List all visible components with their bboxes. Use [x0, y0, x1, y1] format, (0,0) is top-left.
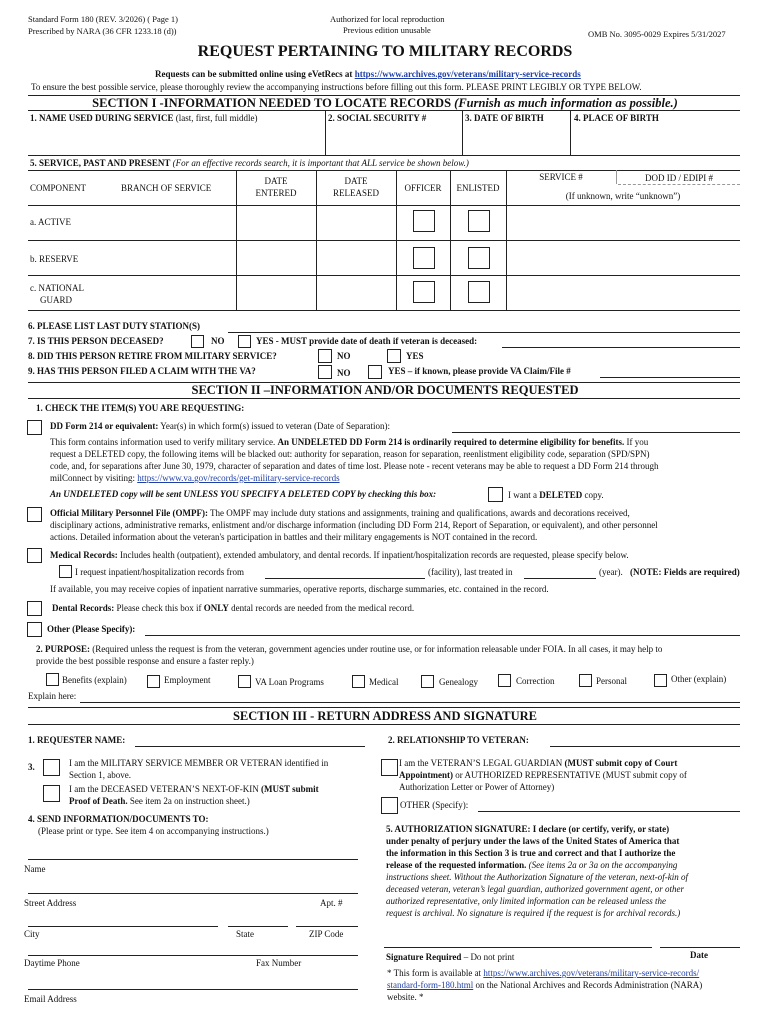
purpose-employment-label: Employment [164, 675, 211, 685]
col-branch: BRANCH OF SERVICE [121, 183, 212, 193]
purpose-correction-checkbox[interactable] [498, 674, 511, 687]
zip-label: ZIP Code [309, 929, 344, 939]
purpose-va-loan-label: VA Loan Programs [255, 677, 324, 687]
medical-desc-line2: If available, you may receive copies of inpatient narrative summaries, operative reports, discharge summaries, etc. contained in the record. [50, 584, 549, 594]
send-to-hint: (Please print or type. See item 4 on accompanying instructions.) [38, 826, 269, 836]
field-pob-label: 4. PLACE OF BIRTH [574, 113, 659, 123]
dd214-label: DD Form 214 or equivalent: Year(s) in which form(s) issued to veteran (Date of Separation): [50, 421, 391, 431]
row-reserve: b. RESERVE [30, 254, 79, 264]
dd214-desc-line4: milConnect by visiting: https://www.va.gov/records/get-military-service-records [50, 473, 340, 483]
send-to-label: 4. SEND INFORMATION/DOCUMENTS TO: [28, 814, 209, 824]
ompf-checkbox[interactable] [27, 507, 42, 522]
guard-officer-checkbox[interactable] [413, 281, 435, 303]
col-enlisted: ENLISTED [456, 183, 500, 193]
purpose-genealogy-checkbox[interactable] [421, 675, 434, 688]
state-label: State [236, 929, 254, 939]
q9-label: 9. HAS THIS PERSON FILED A CLAIM WITH THE VA? [28, 366, 256, 376]
online-note: Requests can be submitted online using eVetRecs at https://www.archives.gov/veterans/military-service-records [155, 69, 581, 79]
dd214-desc-line3: code, and, for separations after June 30, 1979, character of separation and dates of time lost. Please note - recent veterans may be able to request a DD Form 214 through [50, 461, 659, 471]
availability-line1: * This form is available at https://www.archives.gov/veterans/military-service-records/ [387, 968, 700, 978]
purpose-label: 2. PURPOSE: (Required unless the request is from the veteran, government agencies under routine use, or for information releasable under FOIA. In all cases, it may help to [36, 644, 663, 654]
q7-yes-checkbox[interactable] [238, 335, 251, 348]
form-id: Standard Form 180 (REV. 3/2026) ( Page 1) [28, 14, 178, 24]
deleted-copy-label: I want a DELETED copy. [508, 490, 604, 500]
col-officer: OFFICER [404, 183, 442, 193]
q7-label: 7. IS THIS PERSON DECEASED? [28, 336, 164, 346]
other-label: Other (Please Specify): [47, 624, 136, 634]
purpose-employment-checkbox[interactable] [147, 675, 160, 688]
dd214-desc-line1: This form contains information used to verify military service. An UNDELETED DD Form 214 is ordinarily required to determine eligibility for benefits. If you [50, 437, 649, 447]
medical-checkbox[interactable] [27, 548, 42, 563]
col-date-released: DATE [344, 176, 368, 186]
q7-no-checkbox[interactable] [191, 335, 204, 348]
auth-signature-text: 5. AUTHORIZATION SIGNATURE: I declare (or certify, verify, or state) [386, 824, 670, 834]
required-note: (NOTE: Fields are required) [630, 567, 740, 577]
city-label: City [24, 929, 40, 939]
form-title: REQUEST PERTAINING TO MILITARY RECORDS [197, 43, 573, 60]
q9-no-checkbox[interactable] [318, 365, 332, 379]
purpose-va-loan-checkbox[interactable] [238, 675, 251, 688]
veteran-checkbox[interactable] [43, 759, 60, 776]
fax-label: Fax Number [256, 958, 302, 968]
street-label: Street Address [24, 898, 77, 908]
q8-no-checkbox[interactable] [318, 349, 332, 363]
col-component: COMPONENT [30, 183, 87, 193]
field-dob-label: 3. DATE OF BIRTH [465, 113, 544, 123]
active-officer-checkbox[interactable] [413, 210, 435, 232]
field-name-label: 1. NAME USED DURING SERVICE (last, first, full middle) [30, 113, 258, 123]
purpose-other-label: Other (explain) [671, 674, 727, 684]
col-date-entered: DATE [264, 176, 288, 186]
requester-name-label: 1. REQUESTER NAME: [28, 735, 126, 745]
other-checkbox[interactable] [27, 622, 42, 637]
availability-line2: standard-form-180.html on the National Archives and Records Administration (NARA) [387, 980, 703, 990]
explain-label: Explain here: [28, 691, 77, 701]
sf180-link-cont[interactable]: standard-form-180.html [387, 980, 474, 990]
guardian-option: I am the VETERAN’S LEGAL GUARDIAN (MUST submit copy of Court [399, 758, 678, 768]
apt-label: Apt. # [320, 898, 343, 908]
active-enlisted-checkbox[interactable] [468, 210, 490, 232]
phone-label: Daytime Phone [24, 958, 80, 968]
purpose-medical-label: Medical [369, 677, 399, 687]
q3-label: 3. [28, 762, 35, 772]
q6-label: 6. PLEASE LIST LAST DUTY STATION(S) [28, 321, 201, 331]
col-dod-id: DOD ID / EDIPI # [645, 173, 713, 183]
omb-number: OMB No. 3095-0029 Expires 5/31/2027 [588, 29, 726, 39]
section-1-header: SECTION I -INFORMATION NEEDED TO LOCATE RECORDS (Furnish as much information as possible.) [92, 96, 678, 110]
medical-label: Medical Records: Includes health (outpatient), extended ambulatory, and dental records. If inpatient/hospitalization records are requested, please specify below. [50, 550, 629, 560]
section-2-header: SECTION II –INFORMATION AND/OR DOCUMENTS REQUESTED [191, 383, 579, 397]
sf180-link[interactable]: https://www.archives.gov/veterans/military-service-records/ [483, 968, 700, 978]
prescribed-by: Prescribed by NARA (36 CFR 1233.18 (d)) [28, 26, 177, 36]
row-national-guard: c. NATIONAL [30, 283, 84, 293]
date-label: Date [690, 950, 708, 960]
row-active: a. ACTIVE [30, 217, 71, 227]
ompf-label: Official Military Personnel File (OMPF): The OMPF may include duty stations and assignments, training and qualifications, awards and decorations received, [50, 508, 630, 518]
veteran-option: I am the MILITARY SERVICE MEMBER OR VETERAN identified in [69, 758, 329, 768]
purpose-benefits-label: Benefits (explain) [62, 675, 127, 685]
q8-yes-checkbox[interactable] [387, 349, 401, 363]
email-label: Email Address [24, 994, 77, 1004]
name-label: Name [24, 864, 46, 874]
reserve-enlisted-checkbox[interactable] [468, 247, 490, 269]
ompf-desc-line3: actions. Detailed information about the veteran's participation in battles and their military engagements is NOT contained in the record. [50, 532, 538, 542]
purpose-correction-label: Correction [516, 676, 555, 686]
purpose-personal-checkbox[interactable] [579, 674, 592, 687]
section-3-header: SECTION III - RETURN ADDRESS AND SIGNATURE [232, 709, 537, 723]
dd214-desc-line2: request a DELETED copy, the following items will be blacked out: authority for separation, reason for separation, reenlistment eligibility code, separation (SPD/SPN) [50, 449, 650, 459]
dd214-checkbox[interactable] [27, 420, 42, 435]
reserve-officer-checkbox[interactable] [413, 247, 435, 269]
purpose-other-checkbox[interactable] [654, 674, 667, 687]
guard-enlisted-checkbox[interactable] [468, 281, 490, 303]
other-relationship-label: OTHER (Specify): [400, 800, 469, 810]
purpose-benefits-checkbox[interactable] [46, 673, 59, 686]
signature-label: Signature Required – Do not print [386, 952, 515, 962]
inpatient-label: I request inpatient/hospitalization records from [75, 567, 244, 577]
service-label: 5. SERVICE, PAST AND PRESENT (For an effective records search, it is important that ALL service be shown below.) [30, 158, 469, 168]
purpose-genealogy-label: Genealogy [439, 677, 478, 687]
purpose-desc-line2: provide the best possible response and ensure a faster reply.) [36, 656, 254, 666]
purpose-medical-checkbox[interactable] [352, 675, 365, 688]
milconnect-link[interactable]: https://www.va.gov/records/get-military-service-records [137, 473, 340, 483]
evetrecs-link[interactable]: https://www.archives.gov/veterans/military-service-records [354, 69, 581, 79]
other-relationship-checkbox[interactable] [381, 797, 398, 814]
ompf-desc-line2: disciplinary actions, administrative remarks, enlistment and/or discharge information (including DD Form 214, Report of Separation, or equivalent), and other personnel [50, 520, 658, 530]
unknown-hint: (If unknown, write “unknown”) [565, 191, 681, 201]
dental-checkbox[interactable] [27, 601, 42, 616]
edition-note: Previous edition unusable [343, 25, 431, 35]
field-ssn-label: 2. SOCIAL SECURITY # [328, 113, 427, 123]
undeleted-note: An UNDELETED copy will be sent UNLESS YOU SPECIFY A DELETED COPY by checking this box: [50, 489, 437, 499]
relationship-label: 2. RELATIONSHIP TO VETERAN: [388, 735, 529, 745]
q8-label: 8. DID THIS PERSON RETIRE FROM MILITARY SERVICE? [28, 351, 277, 361]
inpatient-checkbox[interactable] [59, 565, 72, 578]
next-of-kin-option: I am the DECEASED VETERAN’S NEXT-OF-KIN (MUST submit [69, 784, 319, 794]
q9-yes-checkbox[interactable] [368, 365, 382, 379]
instructions: To ensure the best possible service, please thoroughly review the accompanying instructions before filling out this form. PLEASE PRINT LEGIBLY OR TYPE BELOW. [31, 82, 642, 92]
reproduction-note: Authorized for local reproduction [330, 14, 445, 24]
dental-label: Dental Records: Please check this box if ONLY dental records are needed from the medical record. [52, 603, 415, 613]
purpose-personal-label: Personal [596, 676, 627, 686]
guardian-checkbox[interactable] [381, 759, 398, 776]
deleted-copy-checkbox[interactable] [488, 487, 503, 502]
col-service-number: SERVICE # [539, 172, 583, 182]
next-of-kin-checkbox[interactable] [43, 785, 60, 802]
s2-q1-label: 1. CHECK THE ITEM(S) YOU ARE REQUESTING: [36, 403, 245, 413]
